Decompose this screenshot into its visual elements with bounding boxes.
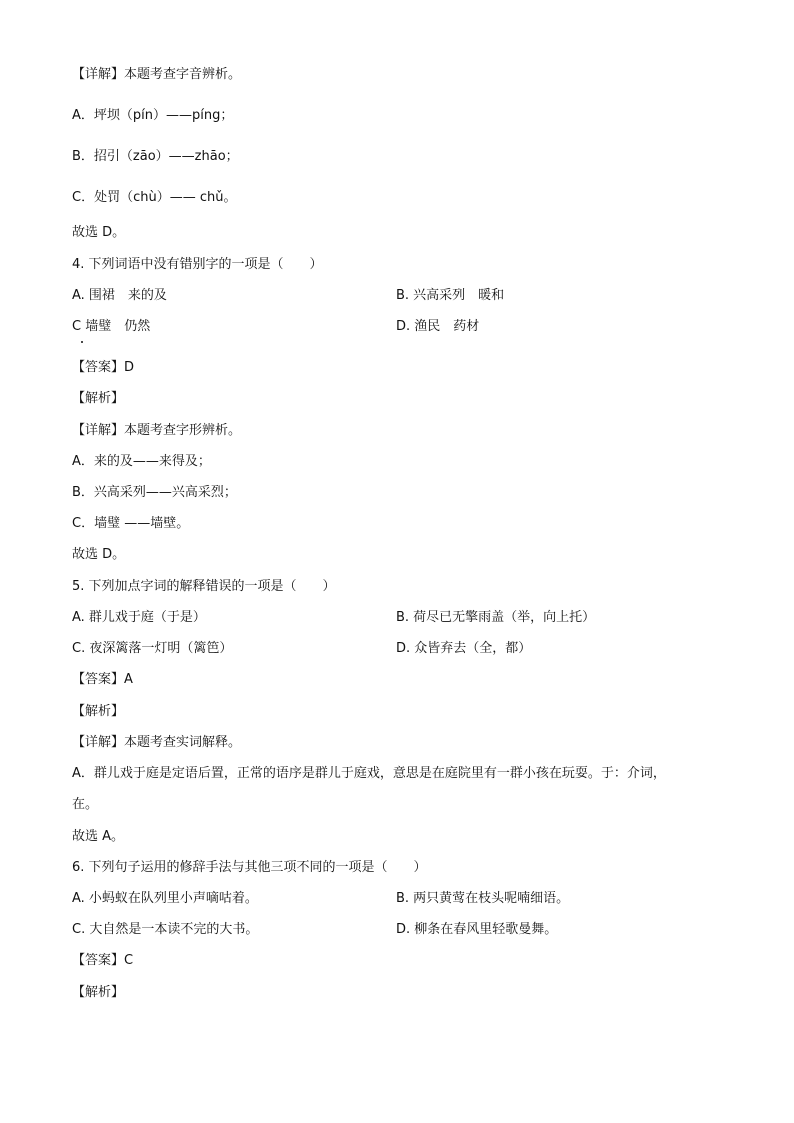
explanation-paragraph-cont: 在。	[72, 797, 99, 812]
option-explanation: C．处罚（chù）—— chǔ。	[72, 190, 237, 205]
option-explanation: C．墙璧 ——墙壁。	[72, 516, 190, 531]
q4-option-b: B. 兴高采列 暖和	[396, 288, 505, 303]
analysis-label: 【解析】	[72, 704, 125, 719]
choice-line: 故选 D。	[72, 547, 126, 562]
choice-line: 故选 D。	[72, 225, 126, 240]
answer-6: 【答案】C	[72, 953, 134, 968]
q5-option-a: A. 群儿戏于庭（于是）	[72, 610, 206, 625]
q4-option-d: D. 渔民 药材	[396, 319, 480, 334]
option-explanation: B．兴高采列——兴高采烈；	[72, 485, 237, 500]
detail-line: 【详解】本题考查字音辨析。	[72, 67, 242, 82]
choice-line: 故选 A。	[72, 829, 125, 844]
q5-option-c: C. 夜深篱落一灯明（篱笆）	[72, 641, 233, 656]
question-4: 4. 下列词语中没有错别字的一项是（ ）	[72, 257, 323, 272]
option-explanation: B．招引（zāo）——zhāo；	[72, 149, 239, 164]
stray-mark	[81, 341, 83, 343]
q5-option-b: B. 荷尽已无擎雨盖（举，向上托）	[396, 610, 596, 625]
detail-line: 【详解】本题考查实词解释。	[72, 735, 242, 750]
answer-5: 【答案】A	[72, 672, 133, 687]
analysis-label: 【解析】	[72, 985, 125, 1000]
q4-option-a: A. 围裙 来的及	[72, 288, 167, 303]
detail-line: 【详解】本题考查字形辨析。	[72, 423, 242, 438]
answer-4: 【答案】D	[72, 360, 135, 375]
option-explanation: A．坪坝（pín）——píng；	[72, 108, 234, 123]
q4-option-c: C 墙璧 仍然	[72, 319, 151, 334]
analysis-label: 【解析】	[72, 391, 125, 406]
q6-option-b: B. 两只黄莺在枝头呢喃细语。	[396, 891, 570, 906]
option-explanation: A．来的及——来得及；	[72, 454, 211, 469]
q6-option-d: D. 柳条在春风里轻歌曼舞。	[396, 922, 558, 937]
question-5: 5. 下列加点字词的解释错误的一项是（ ）	[72, 579, 336, 594]
q6-option-c: C. 大自然是一本读不完的大书。	[72, 922, 259, 937]
explanation-paragraph: A．群儿戏于庭是定语后置，正常的语序是群儿于庭戏，意思是在庭院里有一群小孩在玩耍。于：介词，	[72, 766, 666, 781]
q5-option-d: D. 众皆弃去（全，都）	[396, 641, 532, 656]
q6-option-a: A. 小蚂蚁在队列里小声嘀咕着。	[72, 891, 258, 906]
question-6: 6. 下列句子运用的修辞手法与其他三项不同的一项是（ ）	[72, 860, 427, 875]
